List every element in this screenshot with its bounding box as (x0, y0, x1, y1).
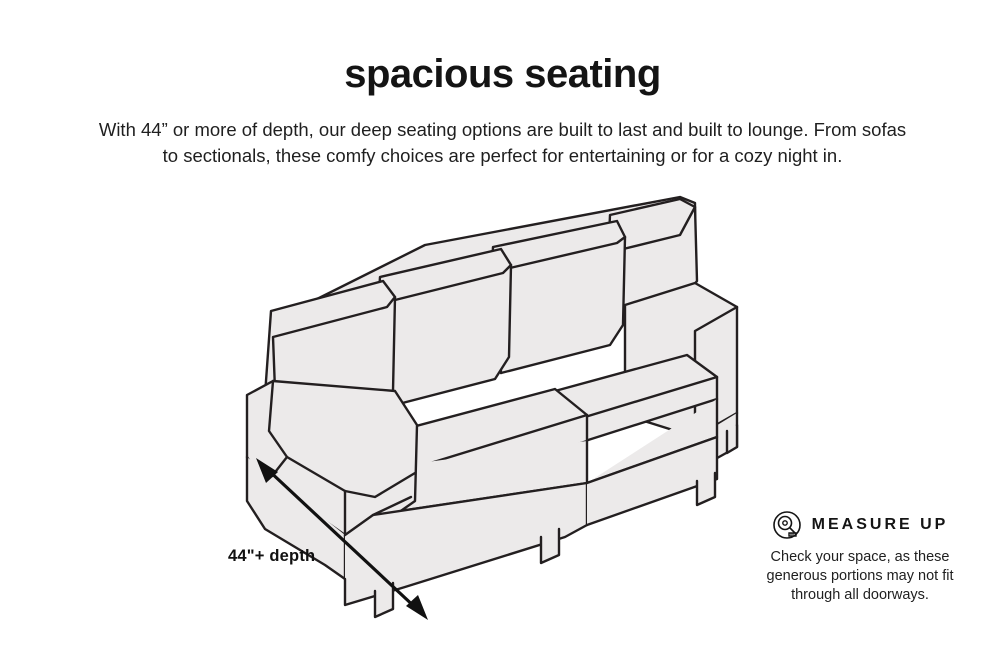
tape-measure-icon (772, 510, 802, 540)
measure-up-note-line-3: through all doorways. (791, 587, 929, 603)
measure-up-header (735, 508, 985, 542)
depth-label: 44"+ depth (228, 547, 316, 565)
page-description: With 44” or more of depth, our deep seating options are built to last and built to lounge. From sofas to sectionals, these comfy choices are perfect for entertaining or for a cozy night in. (98, 119, 907, 166)
measure-up-note (735, 548, 985, 605)
measure-up-block (735, 508, 985, 605)
page-title: spacious seating (344, 52, 661, 96)
measure-up-note-line-1: Check your space, as these (770, 549, 950, 565)
measure-up-note-line-2: generous portions may not fit (766, 568, 954, 584)
measure-up-title: MEASURE UP (811, 516, 949, 533)
depth-dimension-arrow (248, 452, 438, 627)
